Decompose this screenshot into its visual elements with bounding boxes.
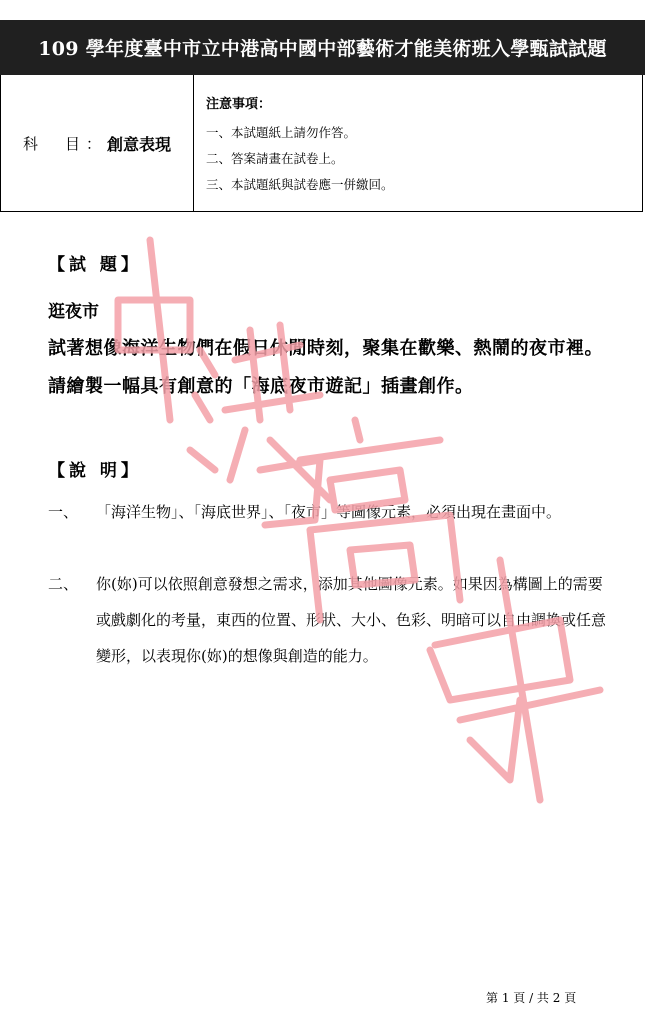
- exam-title: 109 學年度臺中市立中港高中國中部藝術才能美術班入學甄試試題: [0, 20, 645, 75]
- item-text: 你(妳)可以依照創意發想之需求，添加其他圖像元素。如果因為構圖上的需要或戲劇化的考量，東西的位置、形狀、大小、色彩、明暗可以自由調換或任意變形，以表現你(妳)的想像與創造的能力。: [96, 575, 607, 665]
- question-text: 試著想像海洋生物們在假日休閒時刻，聚集在歡樂、熱鬧的夜市裡。請繪製一幅具有創意的「海底夜市遊記」插畫創作。: [48, 338, 603, 397]
- explanation-heading: 【說 明】: [48, 461, 142, 481]
- subject-label: 科 目：: [22, 134, 107, 153]
- note-item: 三、本試題紙與試卷應一併繳回。: [206, 177, 394, 192]
- item-number: 一、: [48, 503, 79, 521]
- note-item: 一、本試題紙上請勿作答。: [206, 125, 357, 140]
- item-text: 「海洋生物」、「海底世界」、「夜市」等圖像元素，必須出現在畫面中。: [96, 503, 562, 521]
- info-table: [0, 75, 643, 212]
- note-item: 二、答案請畫在試卷上。: [206, 151, 344, 166]
- notes-cell: [194, 75, 642, 211]
- question-topic: 逛夜市: [48, 302, 99, 322]
- page-number: 第 1 頁 / 共 2 頁: [486, 991, 577, 1005]
- subject-cell: [1, 75, 194, 211]
- explanation-item: [48, 566, 608, 674]
- item-number: 二、: [48, 575, 79, 593]
- explanation-item: [48, 494, 608, 530]
- notes-title: 注意事項：: [206, 97, 272, 112]
- question-heading: 【試 題】: [48, 255, 142, 275]
- subject-value: 創意表現: [107, 134, 172, 154]
